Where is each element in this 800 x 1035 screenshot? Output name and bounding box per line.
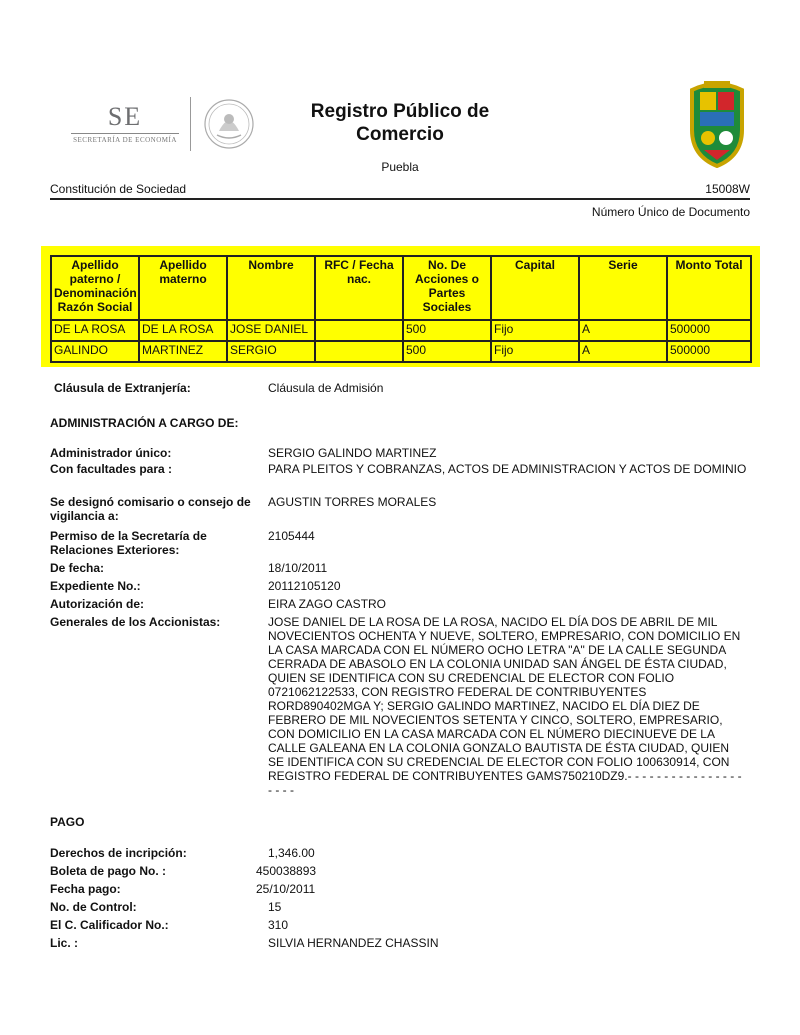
admin-value-administrador: SERGIO GALINDO MARTINEZ — [268, 446, 437, 460]
pago-value-fecha: 25/10/2011 — [256, 882, 316, 896]
pago-value-derechos: 1,346.00 — [268, 846, 315, 860]
admin-value-autorizacion: EIRA ZAGO CASTRO — [268, 597, 387, 611]
col-apellido-paterno: Apellido paterno / Denominación Razón Social — [51, 256, 139, 320]
admin-value-expediente: 20112105120 — [268, 579, 341, 593]
table-cell: GALINDO — [51, 341, 139, 362]
table-cell: 500 — [403, 341, 491, 362]
secretaria-economia-logo: SE SECRETARÍA DE ECONOMÍA — [70, 104, 180, 148]
table-cell: DE LA ROSA — [51, 320, 139, 341]
admin-label-administrador: Administrador único: — [50, 446, 172, 460]
table-cell: 500 — [403, 320, 491, 341]
pago-label-fecha: Fecha pago: — [50, 882, 121, 896]
table-header-row — [51, 256, 751, 320]
pago-label-control: No. de Control: — [50, 900, 137, 914]
pago-label-calificador: El C. Calificador No.: — [50, 918, 169, 932]
admin-label-permiso: Permiso de la Secretaría de Relaciones Exteriores: — [50, 529, 207, 557]
table-cell: Fijo — [491, 320, 579, 341]
shareholders-table — [50, 255, 752, 363]
admin-section-title: ADMINISTRACIÓN A CARGO DE: — [50, 416, 239, 430]
national-seal-icon — [190, 97, 257, 151]
table-cell — [315, 320, 403, 341]
pago-section-title: PAGO — [50, 815, 85, 829]
pago-value-boleta: 450038893 — [256, 864, 317, 878]
admin-label-expediente: Expediente No.: — [50, 579, 141, 593]
document-number-label: Número Único de Documento — [591, 205, 750, 219]
table-cell: 500000 — [667, 341, 751, 362]
admin-label-facultades: Con facultades para : — [50, 462, 173, 476]
table-cell: JOSE DANIEL — [227, 320, 315, 341]
table-cell — [315, 341, 403, 362]
pago-label-boleta: Boleta de pago No. : — [50, 864, 167, 878]
table-row — [51, 341, 751, 362]
col-capital: Capital — [491, 256, 579, 320]
city-label: Puebla — [381, 160, 419, 174]
table-cell: A — [579, 341, 667, 362]
admin-label-comisario: Se designó comisario o consejo de vigilancia a: — [50, 495, 251, 523]
col-acciones: No. De Acciones o Partes Sociales — [403, 256, 491, 320]
pago-value-lic: SILVIA HERNANDEZ CHASSIN — [268, 936, 439, 950]
col-serie: Serie — [579, 256, 667, 320]
table-cell: DE LA ROSA — [139, 320, 227, 341]
pago-value-calificador: 310 — [268, 918, 289, 932]
admin-label-fecha: De fecha: — [50, 561, 105, 575]
pago-label-lic: Lic. : — [50, 936, 79, 950]
puebla-crest-icon — [684, 78, 750, 168]
clausula-value: Cláusula de Admisión — [268, 381, 384, 395]
table-cell: MARTINEZ — [139, 341, 227, 362]
clausula-label: Cláusula de Extranjería: — [54, 381, 191, 395]
col-monto-total: Monto Total — [667, 256, 751, 320]
admin-value-facultades: PARA PLEITOS Y COBRANZAS, ACTOS DE ADMINISTRACION Y ACTOS DE DOMINIO — [268, 462, 747, 476]
admin-value-generales: JOSE DANIEL DE LA ROSA DE LA ROSA, NACIDO EL DÍA DOS DE ABRIL DE MIL NOVECIENTOS OCHENTA Y NUEVE, SOLTERO, EMPRESARIO, CON DOMICILIO EN LA CASA MARCADA CON EL NÚMERO OCHO LETRA "A" DE LA CALLE SEGUNDA CERRADA DE ABASOLO EN LA COLONIA UNIDAD SAN ÁNGEL DE ÉSTA CIUDAD, QUIEN SE IDENTIFICA CON SU CREDENCIAL DE ELECTOR CON FOLIO 0721062122533, CON REGISTRO FEDERAL DE CONTRIBUYENTES RORD890402MGA Y; SERGIO GALINDO MARTINEZ, NACIDO EL DÍA DIEZ DE FEBRERO DE MIL NOVECIENTOS SETENTA Y CINCO, SOLTERO, EMPRESARIO, CON DOMICILIO EN LA CASA MARCADA CON EL NÚMERO DIECINUEVE DE LA CALLE GALEANA EN LA COLONIA GONZALO BAUTISTA DE ÉSTA CIUDAD, QUIEN SE IDENTIFICA CON SU CREDENCIAL DE ELECTOR CON FOLIO 100630914, CON REGISTRO FEDERAL DE CONTRIBUYENTES GAMS750210DZ9.- - - - - - - - - - - - - - - - - - - - — [268, 615, 742, 797]
admin-label-generales: Generales de los Accionistas: — [50, 615, 221, 629]
document-type: Constitución de Sociedad — [50, 182, 187, 196]
table-row — [51, 320, 751, 341]
pago-value-control: 15 — [268, 900, 282, 914]
admin-value-comisario: AGUSTIN TORRES MORALES — [268, 495, 437, 509]
document-header-row — [50, 182, 750, 198]
pago-label-derechos: Derechos de incripción: — [50, 846, 187, 860]
admin-value-permiso: 2105444 — [268, 529, 315, 543]
document-number: 15008W — [705, 182, 750, 196]
page-title: Registro Público de Comercio — [310, 101, 490, 145]
col-rfc: RFC / Fecha nac. — [315, 256, 403, 320]
table-cell: A — [579, 320, 667, 341]
col-apellido-materno: Apellido materno — [139, 256, 227, 320]
col-nombre: Nombre — [227, 256, 315, 320]
table-cell: 500000 — [667, 320, 751, 341]
table-cell: Fijo — [491, 341, 579, 362]
admin-value-fecha: 18/10/2011 — [268, 561, 328, 575]
table-cell: SERGIO — [227, 341, 315, 362]
admin-label-autorizacion: Autorización de: — [50, 597, 145, 611]
header-divider — [50, 198, 750, 200]
